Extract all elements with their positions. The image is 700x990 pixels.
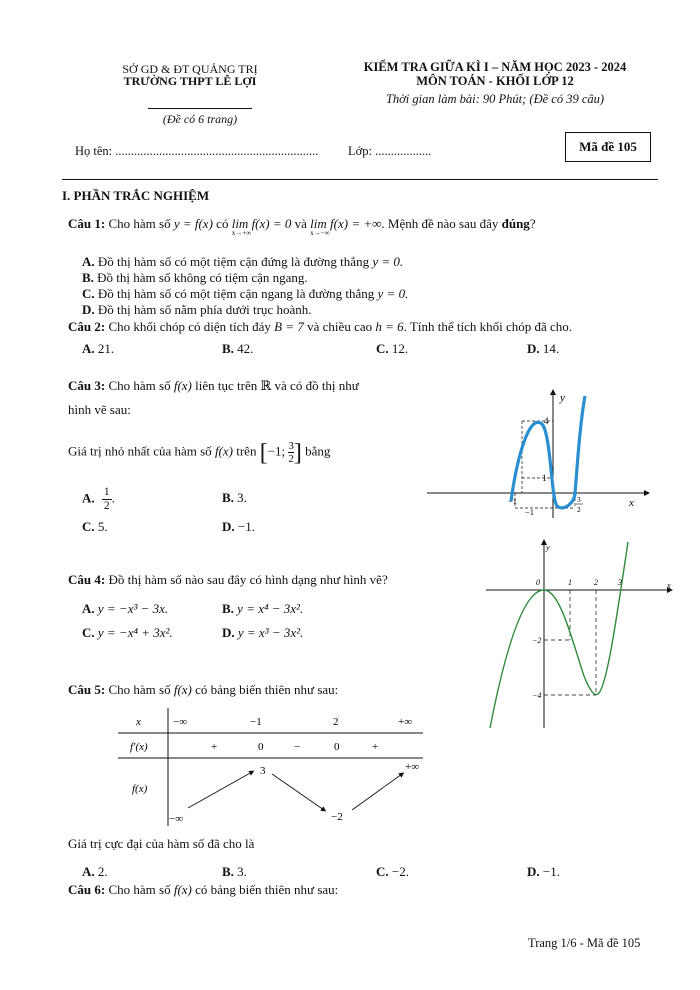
q5-arrow-up-1: [188, 772, 252, 808]
question-1-stem: Câu 1: Cho hàm số y = f(x) có lim f(x) = 0 x→+∞ và lim f(x) = +∞ x→−∞ . Mệnh đề nào sau đây đúng?: [68, 216, 536, 237]
exam-code: Mã đề 105: [579, 139, 637, 154]
q3-function-graph: [425, 388, 655, 520]
q5-fprime-label: f′(x): [130, 741, 148, 753]
q5-option-a[interactable]: A. 2.: [82, 864, 108, 879]
school-name: TRƯỜNG THPT LÊ LỢI: [123, 74, 257, 88]
q4-y-label: y: [546, 543, 550, 552]
page-footer: Trang 1/6 - Mã đề 105: [528, 936, 641, 950]
q4-tick-2: 2: [594, 578, 598, 587]
q2-option-d[interactable]: D. 14.: [527, 341, 560, 356]
question-3-question: Giá trị nhỏ nhất của hàm số f(x) trên [−1; $\frac{3}{2}$ ] bằng: [68, 439, 331, 466]
exam-subject: MÔN TOÁN - KHỐI LỚP 12: [416, 74, 574, 88]
q4-x-label: x: [667, 581, 671, 590]
q4-option-a[interactable]: A. y = −x³ − 3x.: [82, 601, 169, 616]
q5-sign-1: +: [211, 741, 218, 753]
question-4-stem: Câu 4: Đồ thị hàm số nào sau đây có hình dạng như hình vẽ?: [68, 572, 388, 587]
q5-f-max: 3: [260, 765, 266, 777]
q4-curve: [490, 542, 628, 728]
q3-tick-2: 2: [577, 505, 581, 514]
exam-duration: Thời gian làm bài: 90 Phút; (Đề có 39 câu): [385, 92, 605, 106]
q5-x-val-2: −1: [250, 716, 262, 728]
q5-sign-5: +: [372, 741, 379, 753]
q5-f-plus-inf: +∞: [405, 761, 420, 773]
q3-tick-neg1-x: −1: [508, 496, 518, 506]
q4-tick-neg2: −2: [532, 636, 542, 645]
limit-2: lim f(x) = +∞ x→−∞: [310, 216, 382, 237]
q3-option-b[interactable]: B. 3.: [222, 490, 247, 505]
q1-option-c[interactable]: C. Đồ thị hàm số có một tiệm cận ngang là đường thẳng y = 0.: [82, 286, 409, 301]
q5-f-minus-inf: −∞: [169, 813, 184, 825]
question-2-stem: Câu 2: Cho khối chóp có diện tích đáy B = 7 và chiều cao h = 6. Tính thể tích khối chóp đã cho.: [68, 319, 573, 334]
q4-option-c[interactable]: C. y = −x⁴ + 3x².: [82, 625, 173, 640]
q5-sign-3: −: [294, 741, 301, 753]
q3-tick-4: 4: [544, 416, 549, 426]
q4-option-d[interactable]: D. y = x³ − 3x².: [222, 625, 304, 640]
student-class-field[interactable]: Lớp: ..................: [348, 144, 432, 158]
student-name-field[interactable]: Họ tên: .................................................................: [75, 144, 319, 158]
q4-tick-0: 0: [536, 578, 540, 587]
header-divider: [148, 108, 252, 109]
question-5-stem: Câu 5: Cho hàm số f(x) có bảng biến thiên như sau:: [68, 682, 339, 697]
q2-option-a[interactable]: A. 21.: [82, 341, 115, 356]
q5-f-min: −2: [331, 811, 343, 823]
question-3-stem: Câu 3: Cho hàm số f(x) liên tục trên ℝ và có đồ thị như: [68, 378, 359, 393]
q3-y-label: y: [560, 392, 565, 404]
question-3-stem-cont: hình vẽ sau:: [68, 402, 131, 417]
q1-option-a[interactable]: A. Đồ thị hàm số có một tiệm cận đứng là đường thẳng y = 0.: [82, 254, 404, 269]
q3-x-label: x: [629, 497, 634, 509]
q4-tick-neg4: −4: [532, 691, 542, 700]
school-department: SỞ GD & ĐT QUẢNG TRỊ: [122, 62, 258, 76]
q3-tick-neg1-y: −1: [525, 507, 535, 517]
q5-arrow-up-2: [352, 774, 402, 810]
q5-sign-4: 0: [334, 741, 340, 753]
q4-tick-1: 1: [568, 578, 572, 587]
q5-option-d[interactable]: D. −1.: [527, 864, 560, 879]
q5-x-val-3: 2: [333, 716, 339, 728]
pages-note: (Đề có 6 trang): [162, 112, 238, 126]
q3-tick-1: 1: [542, 473, 547, 483]
q5-arrow-down: [272, 774, 324, 810]
q2-option-c[interactable]: C. 12.: [376, 341, 409, 356]
q4-tick-3: 3: [618, 578, 622, 587]
limit-1: lim f(x) = 0 x→+∞: [231, 216, 292, 237]
q5-x-label: x: [136, 716, 141, 728]
q5-sign-2: 0: [258, 741, 264, 753]
q4-function-graph: [484, 536, 676, 730]
q1-option-b[interactable]: B. Đồ thị hàm số không có tiệm cận ngang.: [82, 270, 308, 285]
q2-option-b[interactable]: B. 42.: [222, 341, 254, 356]
q3-tick-3: 3: [577, 495, 581, 504]
q3-option-c[interactable]: C. 5.: [82, 519, 108, 534]
info-divider: [62, 179, 658, 180]
exam-code-box: [565, 132, 651, 162]
section-title: I. PHẦN TRẮC NGHIỆM: [62, 188, 210, 203]
q5-x-val-4: +∞: [398, 716, 413, 728]
q3-option-a[interactable]: A. $\frac{1}{2}$ .: [82, 486, 115, 513]
q1-option-d[interactable]: D. Đồ thị hàm số nằm phía dưới trục hoành.: [82, 302, 312, 317]
q5-x-val-1: −∞: [173, 716, 188, 728]
question-6-stem: Câu 6: Cho hàm số f(x) có bảng biến thiên như sau:: [68, 882, 339, 897]
q5-variation-table: [118, 708, 428, 832]
q4-option-b[interactable]: B. y = x⁴ − 3x².: [222, 601, 304, 616]
q5-f-label: f(x): [132, 783, 148, 795]
q5-option-c[interactable]: C. −2.: [376, 864, 409, 879]
question-5-question: Giá trị cực đại của hàm số đã cho là: [68, 836, 255, 851]
q3-option-d[interactable]: D. −1.: [222, 519, 255, 534]
exam-title: KIỂM TRA GIỮA KÌ I – NĂM HỌC 2023 - 2024: [363, 60, 627, 74]
q5-option-b[interactable]: B. 3.: [222, 864, 247, 879]
